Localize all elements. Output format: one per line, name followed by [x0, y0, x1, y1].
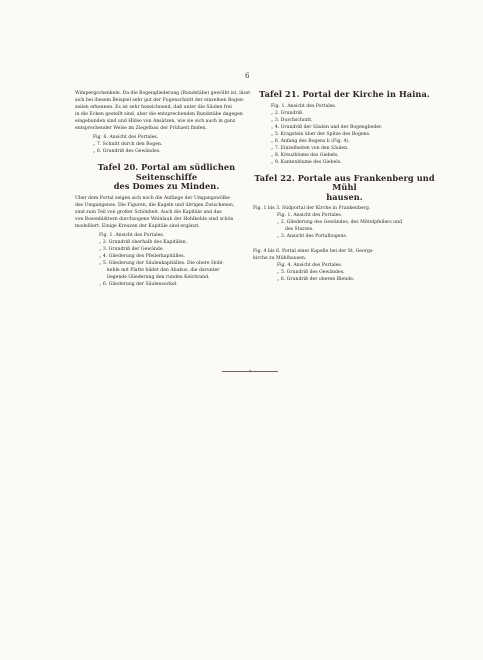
tafel-22-heading	[253, 174, 436, 203]
tafel-22-title: Tafel 22. Portale aus Frankenberg und Mühl	[254, 172, 435, 192]
figure-entry: Fig. 1. Ansicht des Portales.	[99, 232, 165, 238]
figure-entry: „ 4. Gliederung des Pfeilerkapitälles.	[99, 253, 186, 259]
section-b-figure-list	[253, 262, 436, 283]
section-a-figure-list	[253, 212, 436, 226]
tafel-20-subtitle: des Domes zu Minden.	[113, 181, 220, 191]
paragraph-line: sind zum Teil von großer Schönheit. Auch die Kapitäle und das	[75, 209, 222, 215]
end-divider-ornament: ✦	[248, 369, 253, 375]
paragraph-line: modelliert. Einige Kreuzen der Kapitäle sind ergänzt.	[75, 223, 200, 229]
intro-paragraph	[75, 90, 258, 132]
paragraph-line: des Umgangenes. Die Figuren, die Kugeln und übrigen Zwischenen,	[75, 202, 235, 208]
paragraph-line: entsprechender Weise im Ziegelbau der Frühzeit finden.	[75, 126, 207, 131]
figure-entry: „ 8. Grundriß des Gewändes.	[93, 149, 161, 154]
paragraph-line: Wimpergschenkeln. Da die Bogengliederung (Rundstäbe) gewölbt ist, lässt	[75, 91, 251, 96]
intro-figure-list	[75, 134, 258, 155]
tafel-20-fig6: „ 6. Gliederung der Säulensockel.	[99, 281, 178, 287]
figure-entry-continuation: liegende Gliederung den runden Kelchrand.	[107, 274, 210, 280]
tafel-21-title: Tafel 21. Portal der Kirche in Haina.	[259, 89, 430, 99]
tafel-21-heading	[253, 90, 436, 100]
figure-entry: Fig. 1. Ansicht des Portales.	[271, 103, 337, 109]
figure-entry: „ 2. Gliederung des Gewändes, des Mittelpfeilers und	[277, 220, 403, 225]
left-column	[75, 90, 258, 288]
figure-entry: „ 6. Grundriß der oberen Blende.	[277, 277, 355, 282]
figure-entry: „ 2. Grundriß oberhalb des Kapitälen.	[99, 239, 188, 245]
paragraph-line: in die Ecken gestellt sind, aber die entsprechenden Rundstäbe dagegen	[75, 112, 243, 117]
page-number: 6	[245, 72, 250, 80]
tafel-20-fig5-continuation	[75, 267, 258, 281]
figure-entry: „ 5. Kragstein über der Spitze des Bogens.	[271, 131, 371, 137]
section-b-caption	[253, 248, 436, 262]
figure-entry: „ 4. Grundriß der Säulen und der Bogenglieder.	[271, 124, 383, 130]
paragraph-line: zeilen erkennen. Es ist sehr bezeichnend, daß unter die Säulen frei	[75, 105, 232, 110]
tafel-20-heading	[75, 163, 258, 192]
section-caption-line: kirche zu Mühlhausen.	[253, 256, 307, 261]
figure-entry-continuation: kehle mit Platte bildet den Abakus, die darunter	[107, 267, 220, 273]
section-a-fig2-continuation: des Sturzes.	[285, 227, 314, 232]
paragraph-line: Über dem Portal zeigen sich noch die Anfänge der Umgangswölbe	[75, 195, 230, 201]
figure-entry: Fig. 1. Ansicht des Portales.	[277, 213, 343, 218]
tafel-22-subtitle: hausen.	[326, 191, 363, 202]
figure-entry: „ 3. Grundriß der Gewände.	[99, 246, 165, 252]
figure-entry: „ 8. Kreuzblume des Giebels.	[271, 152, 339, 158]
tafel-20-paragraph	[75, 195, 258, 230]
paragraph-line: eingebunden sind und Hülse von Ansätzen, wie sie sich auch in ganz	[75, 119, 236, 124]
figure-entry: „ 6. Anfang des Bogens b (Fig. 4).	[271, 138, 350, 144]
tafel-20-title: Tafel 20. Portal am südlichen Seitenschiffe	[97, 162, 236, 182]
section-a-fig3: „ 3. Ansicht des Portalbogens.	[277, 234, 348, 239]
figure-entry: „ 9. Kantenblume des Giebels.	[271, 159, 342, 165]
paragraph-line: sich bei diesem Beispiel sehr gut der Fugenschnitt der einzelnen Bogen-	[75, 98, 245, 103]
figure-entry: „ 7. Schnitt durch den Bogen.	[93, 142, 163, 147]
figure-entry: Fig. 4. Ansicht des Portales.	[277, 263, 343, 268]
figure-entry: „ 5. Gliederung der Säulenkapitälles. Die obere Hohl-	[99, 260, 224, 266]
tafel-21-figure-list	[253, 103, 436, 166]
figure-entry: „ 5. Grundriß des Gewändes.	[277, 270, 345, 275]
section-a-caption: Fig. 1 bis 3. Südportal der Kirche in Frankenberg.	[253, 206, 371, 211]
section-caption-line: Fig. 4 bis 6. Portal einer Kapelle bei der St. Georgs-	[253, 249, 374, 254]
figure-entry: „ 7. Einzelheiten von den Säulen.	[271, 145, 349, 151]
figure-entry: „ 3. Durchschnitt.	[271, 117, 313, 123]
right-column	[253, 90, 436, 283]
paragraph-line: von Rosenblättern durchzogene Weinlaub der Hohlkehle sind schön	[75, 216, 234, 222]
figure-entry: „ 2. Grundriß.	[271, 110, 304, 116]
tafel-20-figure-list	[75, 232, 258, 267]
figure-entry: Fig. 6. Ansicht des Portales.	[93, 135, 159, 140]
